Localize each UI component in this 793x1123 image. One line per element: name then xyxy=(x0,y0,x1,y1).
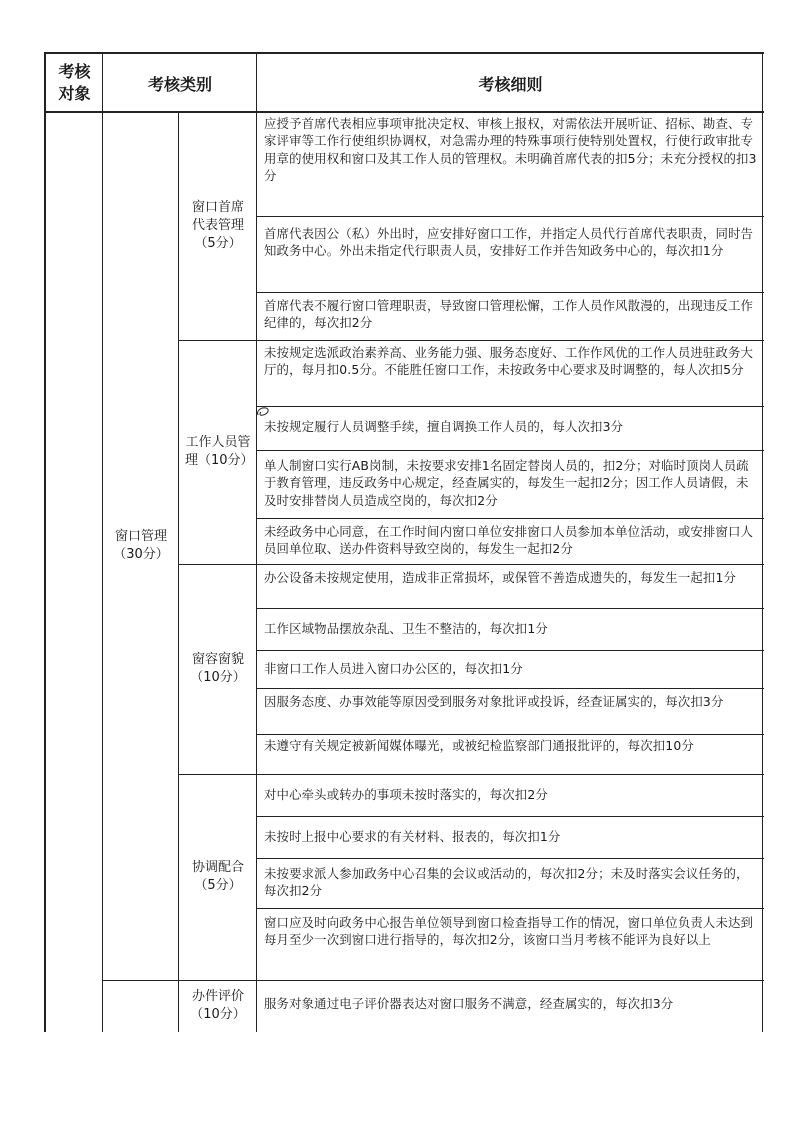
section-label-coordination xyxy=(179,774,257,980)
main-category-score: （30分） xyxy=(113,547,169,562)
detail-text: 未按时上报中心要求的有关材料、报表的，每次扣1分 xyxy=(264,829,561,844)
grid-line xyxy=(179,340,764,341)
section-score: （5分） xyxy=(194,878,242,893)
grid-line xyxy=(102,54,103,1032)
section-name: 工作人员管理（10分） xyxy=(185,435,254,468)
grid-line xyxy=(257,292,764,293)
detail-row xyxy=(257,858,764,908)
detail-row xyxy=(257,518,764,564)
detail-row xyxy=(257,650,764,688)
detail-row xyxy=(257,216,764,292)
header-detail xyxy=(257,54,764,112)
grid-line xyxy=(257,216,764,217)
detail-text: 未按要求派人参加政务中心召集的会议或活动的，每次扣2分；未及时落实会议任务的，每次扣2分 xyxy=(264,866,749,899)
header-detail-text: 考核细则 xyxy=(478,74,543,94)
detail-text: 首席代表因公（私）外出时，应安排好窗口工作，并指定人员代行首席代表职责，同时告知政务中心。外出未指定代行职责人员，安排好工作并告知政务中心的，每次扣1分 xyxy=(264,226,754,259)
grid-line xyxy=(257,518,764,519)
detail-text: 办公设备未按规定使用，造成非正常损坏，或保管不善造成遗失的，每发生一起扣1分 xyxy=(264,570,737,585)
detail-text: 窗口应及时向政务中心报告单位领导到窗口检查指导工作的情况，窗口单位负责人未达到每月至少一次到窗口进行指导的，每次扣2分，该窗口当月考核不能评为良好以上 xyxy=(264,915,754,948)
detail-text: 对中心牵头或转办的事项未按时落实的，每次扣2分 xyxy=(264,787,548,802)
pen-mark-icon xyxy=(255,405,273,419)
grid-line xyxy=(46,111,764,113)
detail-row xyxy=(257,980,764,1032)
grid-line xyxy=(257,650,764,651)
detail-row xyxy=(257,908,764,980)
detail-row xyxy=(257,734,764,774)
grid-line xyxy=(103,980,764,981)
main-category xyxy=(103,112,179,980)
grid-line xyxy=(257,858,764,859)
header-object xyxy=(46,54,103,112)
grid-line xyxy=(256,54,257,1032)
section-label-window-appearance xyxy=(179,564,257,774)
section-name: 办件评价 xyxy=(191,989,244,1004)
detail-text: 未遵守有关规定被新闻媒体曝光，或被纪检监察部门通报批评的，每次扣10分 xyxy=(264,738,694,753)
detail-row xyxy=(257,774,764,816)
detail-text: 工作区域物品摆放杂乱、卫生不整洁的，每次扣1分 xyxy=(264,621,548,636)
detail-text: 服务对象通过电子评价器表达对窗口服务不满意，经查属实的，每次扣3分 xyxy=(264,996,674,1011)
grid-line xyxy=(257,734,764,735)
grid-line xyxy=(178,112,179,1032)
grid-line xyxy=(257,908,764,909)
grid-line xyxy=(257,450,764,451)
section-label-evaluation xyxy=(179,980,257,1032)
detail-row xyxy=(257,340,764,406)
grid-line xyxy=(257,688,764,689)
detail-row xyxy=(257,406,764,450)
detail-text: 非窗口工作人员进入窗口办公区的，每次扣1分 xyxy=(264,661,523,676)
section-label-staff-management xyxy=(179,340,257,564)
detail-text: 未经政务中心同意，在工作时间内窗口单位安排窗口人员参加本单位活动，或安排窗口人员回单位取、送办件资料导致空岗的，每发生一起扣2分 xyxy=(264,524,754,557)
grid-line xyxy=(257,406,764,407)
detail-text: 首席代表不履行窗口管理职责，导致窗口管理松懈，工作人员作风散漫的，出现违反工作纪律的，每次扣2分 xyxy=(264,298,754,331)
detail-text: 因服务态度、办事效能等原因受到服务对象批评或投诉，经查证属实的，每次扣3分 xyxy=(264,694,724,709)
grid-line xyxy=(257,608,764,609)
detail-row xyxy=(257,608,764,650)
section-score: （10分） xyxy=(190,1007,246,1022)
section-score: （10分） xyxy=(190,670,246,685)
header-object-text: 考核对象 xyxy=(58,62,91,103)
detail-row xyxy=(257,688,764,734)
section-name: 协调配合 xyxy=(191,860,244,875)
grid-line xyxy=(257,816,764,817)
section-name: 窗容窗貌 xyxy=(191,652,244,667)
detail-text: 单人制窗口实行AB岗制，未按要求安排1名固定替岗人员的，扣2分；对临时顶岗人员疏于教育管理，违反政务中心规定，经查属实的，每发生一起扣2分；因工作人员请假，未及时安排替岗人员造成空岗的，每次扣2分 xyxy=(264,458,749,508)
detail-row xyxy=(257,112,764,216)
grid-line xyxy=(762,54,763,1032)
header-category-text: 考核类别 xyxy=(147,74,212,94)
detail-text: 未按规定选派政治素养高、业务能力强、服务态度好、工作作风优的工作人员进驻政务大厅的，每月扣0.5分。不能胜任窗口工作，未按政务中心要求及时调整的，每人次扣5分 xyxy=(264,345,754,378)
section-score: （5分） xyxy=(194,236,242,251)
section-name: 窗口首席代表管理 xyxy=(191,200,244,233)
assessment-table xyxy=(44,52,764,1032)
detail-text: 未按规定履行人员调整手续，擅自调换工作人员的，每人次扣3分 xyxy=(264,419,624,434)
section-label-chief-representative xyxy=(179,112,257,340)
grid-line xyxy=(179,564,764,565)
detail-row xyxy=(257,816,764,858)
grid-line xyxy=(179,774,764,775)
detail-row xyxy=(257,292,764,340)
main-category-label: 窗口管理 xyxy=(114,529,167,544)
detail-row xyxy=(257,450,764,518)
header-category xyxy=(103,54,257,112)
detail-text: 应授予首席代表相应事项审批决定权、审核上报权，对需依法开展听证、招标、勘查、专家评审等工作行使组织协调权，对急需办理的特殊事项行使特别处置权，行使行政审批专用章的使用权和窗口及其工作人员的管理权。未明确首席代表的扣5分；未充分授权的扣3分 xyxy=(264,116,757,184)
detail-row xyxy=(257,564,764,608)
